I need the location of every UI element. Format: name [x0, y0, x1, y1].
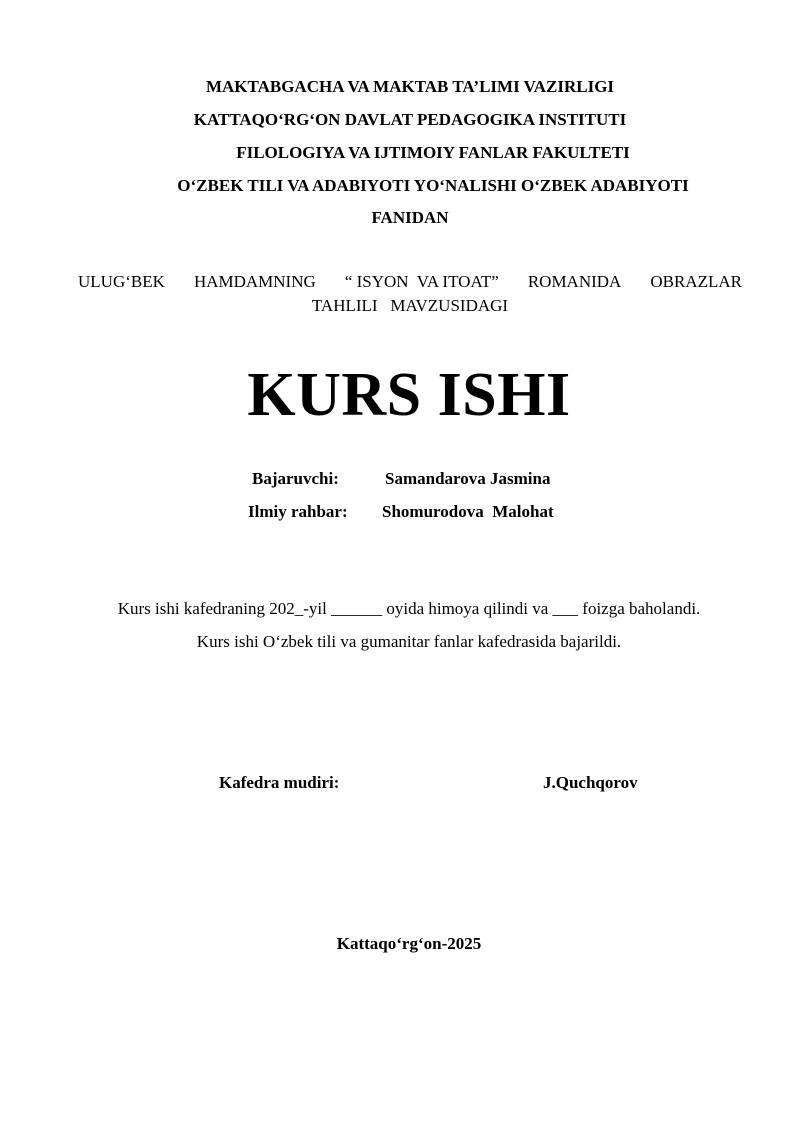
document-title: KURS ISHI [247, 361, 571, 429]
topic-line-1 [78, 272, 742, 292]
supervisor-name: Shomurodova Malohat [382, 502, 554, 521]
topic-word: ROMANIDA [527, 272, 622, 291]
performer-name: Samandarova Jasmina [385, 469, 551, 488]
faculty-heading: FILOLOGIYA VA IJTIMOIY FANLAR FAKULTETI [236, 143, 630, 162]
head-of-department-name: J.Quchqorov [543, 773, 638, 792]
defense-statement: Kurs ishi kafedraning 202_-yil ______ oyida himoya qilindi va ___ foizga baholandi. [117, 599, 701, 618]
place-year: Kattaqo‘rg‘on-2025 [336, 934, 482, 953]
ministry-heading: MAKTABGACHA VA MAKTAB TA’LIMI VAZIRLIGI [205, 77, 615, 96]
subject-heading: FANIDAN [371, 208, 449, 227]
topic-word: OBRAZLAR [650, 272, 742, 291]
direction-heading: O‘ZBEK TILI VA ADABIYOTI YO‘NALISHI O‘ZBEK ADABIYOTI [177, 176, 689, 195]
performer-label: Bajaruvchi: [252, 469, 339, 488]
institute-heading: KATTAQO‘RG‘ON DAVLAT PEDAGOGIKA INSTITUTI [193, 110, 627, 129]
topic-word: ULUG‘BEK [78, 272, 165, 291]
topic-word: “ ISYON VA ITOAT” [344, 272, 499, 291]
supervisor-label: Ilmiy rahbar: [248, 502, 348, 521]
head-of-department-label: Kafedra mudiri: [219, 773, 340, 792]
topic-line-2: TAHLILI MAVZUSIDAGI [311, 296, 509, 315]
department-statement: Kurs ishi O‘zbek tili va gumanitar fanlar kafedrasida bajarildi. [196, 632, 622, 651]
topic-word: HAMDAMNING [193, 272, 316, 291]
